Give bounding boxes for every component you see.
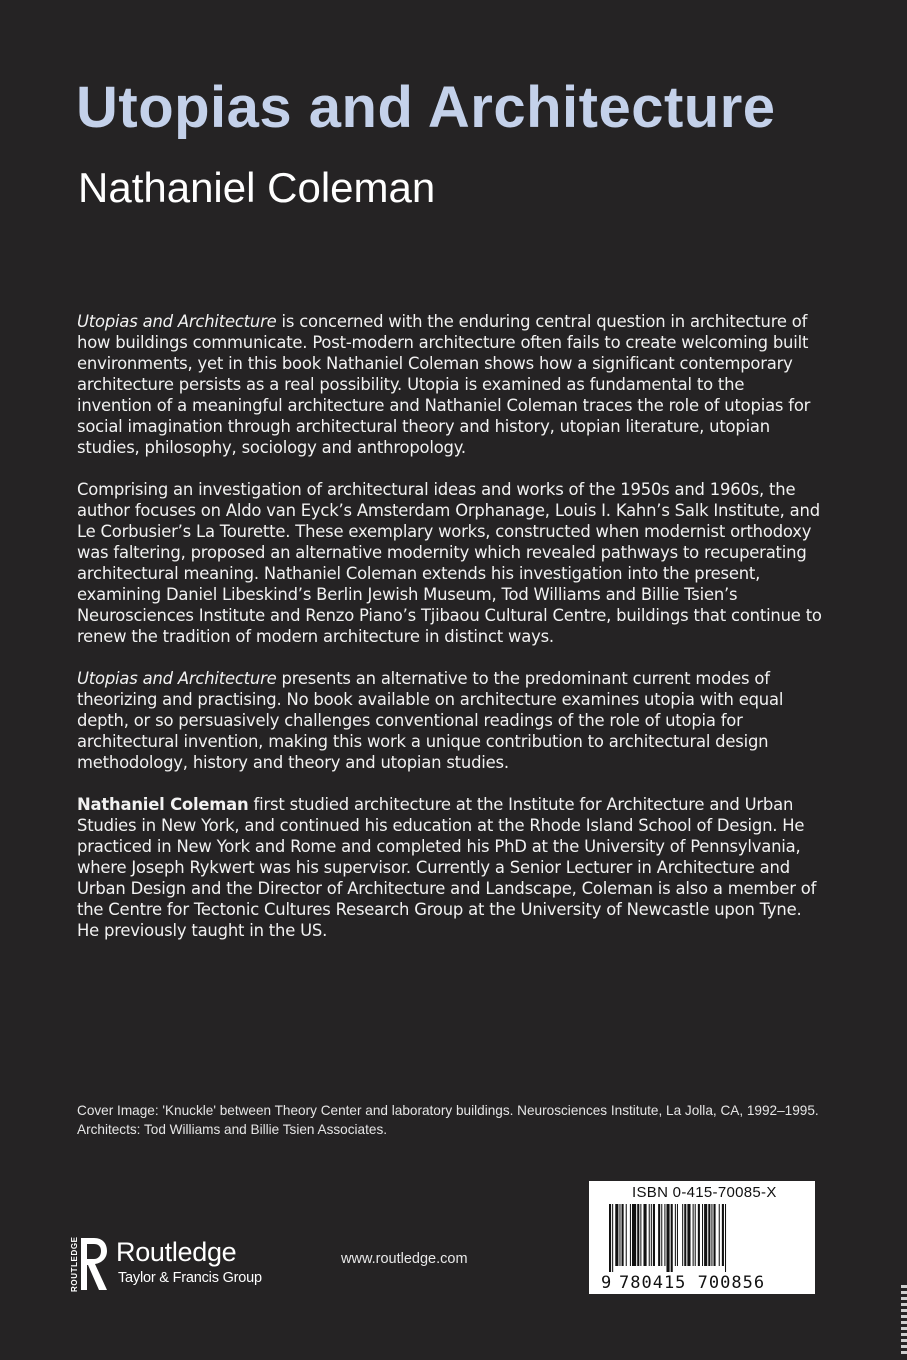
barcode-bar [637,1204,639,1266]
blurb-paragraph-1: Utopias and Architecture is concerned with the enduring central question in architecture of how buildings communicate. Post-modern architecture often fails to create welcoming built environments, yet in this book Nathaniel Coleman shows how a significant contemporary architecture persists as a real possibility. Utopia is examined as fundamental to the invention of a meaningful architecture and Nathaniel Coleman traces the role of utopias for social imagination through architectural theory and history, utopian literature, utopian studies, philosophy, sociology and anthropology. [77,312,811,457]
isbn-barcode: ISBN 0-415-70085-X 9 780415 700856 [589,1181,815,1294]
barcode-bar [675,1204,676,1266]
isbn-label: ISBN 0-415-70085-X [632,1184,777,1201]
back-cover-blurb [77,311,823,962]
publisher-group: Taylor & Francis Group [118,1270,262,1286]
barcode-bar [708,1204,710,1266]
barcode-bar [704,1204,707,1266]
barcode-bar [671,1204,673,1272]
barcode-bar [661,1204,662,1266]
barcode-bar [666,1204,669,1272]
author-bio-name: Nathaniel Coleman [77,795,249,814]
barcode-bar [643,1204,646,1266]
barcode-bar [714,1204,716,1266]
book-title: Utopias and Architecture [76,75,776,140]
barcode-bar [612,1204,613,1272]
barcode-bar [719,1204,720,1266]
barcode-bar [684,1204,686,1266]
title-italic: Utopias and Architecture [77,669,277,688]
barcode-bar [711,1204,712,1266]
barcode-bar [653,1204,655,1266]
barcode-bar [664,1204,665,1266]
barcode-bar [630,1204,631,1266]
barcode-bar [682,1204,683,1266]
title-italic: Utopias and Architecture [77,312,277,331]
barcode-bars [609,1204,799,1272]
blurb-paragraph-2: Comprising an investigation of architectural ideas and works of the 1950s and 1960s, the author focuses on Aldo van Eyck’s Amsterdam Orphanage, Louis I. Kahn’s Salk Institute, and Le Corbusier’s La Tourette. These exemplary works, constructed when modernist orthodoxy was faltering, proposed an alternative modernity which revealed pathways to recuperating architectural meaning. Nathaniel Coleman extends his investigation into the present, examining Daniel Libeskind’s Berlin Jewish Museum, Tod Williams and Billie Tsien’s Neurosciences Institute and Renzo Piano’s Tjibaou Cultural Centre, buildings that continue to renew the tradition of modern architecture in distinct ways. [77,480,822,646]
barcode-bar [640,1204,641,1266]
barcode-bar [687,1204,690,1266]
barcode-bar [632,1204,636,1266]
barcode-bar [619,1204,620,1266]
publisher-website[interactable]: www.routledge.com [341,1251,468,1267]
barcode-bar [649,1204,650,1266]
barcode-bar [626,1204,627,1266]
publisher-logo [68,1234,273,1294]
svg-text:ROUTLEDGE: ROUTLEDGE [70,1236,79,1292]
routledge-r-icon [68,1234,110,1294]
barcode-bar [695,1204,696,1266]
cover-image-credit: Cover Image: 'Knuckle' between Theory Center and laboratory buildings. Neurosciences Institute, La Jolla, CA, 1992–1995. Architects: Tod Williams and Billie Tsien Associates. [77,1103,819,1137]
blurb-paragraph-3: Utopias and Architecture presents an alternative to the predominant current modes of theorizing and practising. No book available on architecture examines utopia with equal depth, or so persuasively challenges conventional readings of the role of utopia for architectural invention, making this work a unique contribution to architectural design methodology, history and theory and utopian studies. [77,669,784,772]
author-name: Nathaniel Coleman [78,164,436,211]
publisher-name: Routledge [116,1237,237,1267]
spine-edge-marks [901,1285,907,1355]
barcode-bar [658,1204,660,1266]
barcode-bar [725,1204,726,1272]
author-bio: Nathaniel Coleman first studied architecture at the Institute for Architecture and Urban Studies in New York, and continued his education at the Rhode Island School of Design. He practiced in New York and Rome and completed his PhD at the University of Pennsylvania, where Joseph Rykwert was his supervisor. Currently a Senior Lecturer in Architecture and Urban Design and the Director of Architecture and Landscape, Coleman is also a member of the Centre for Tectonic Cultures Research Group at the University of Newcastle upon Tyne. He previously taught in the US. [77,795,817,940]
barcode-bar [698,1204,700,1266]
barcode-bar [609,1204,611,1272]
barcode-bar [615,1204,618,1266]
barcode-bar [702,1204,703,1266]
barcode-bar [622,1204,624,1266]
barcode-bar [677,1204,678,1266]
barcode-bar [722,1204,724,1266]
barcode-bar [651,1204,652,1266]
barcode-bar [693,1204,694,1266]
